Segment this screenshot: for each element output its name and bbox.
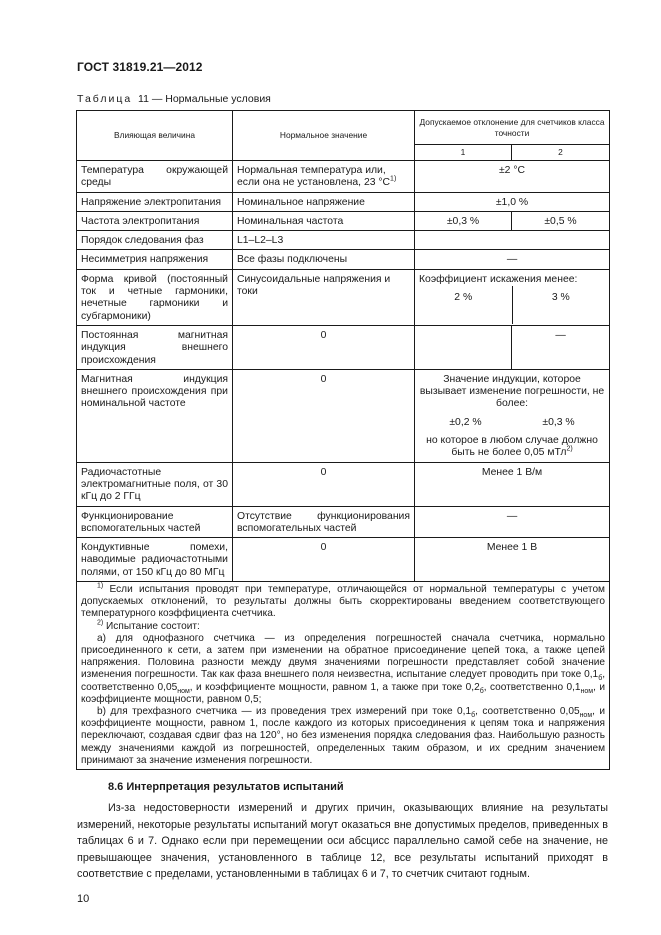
nominal-cell: Номинальное напряжение <box>233 192 415 211</box>
note-2a-part: , соответственно 0,05 <box>81 669 606 693</box>
col-header-class-2: 2 <box>512 145 610 161</box>
col-header-nominal: Нормальное значение <box>233 111 415 161</box>
table-row <box>77 192 610 211</box>
class-2-cell: — <box>512 325 610 369</box>
note-2b-part: b) для трехфазного счетчика — из проведения трех измерений при токе 0,1 <box>97 706 472 718</box>
class-1-value: ±0,2 % <box>449 416 482 428</box>
section-title: 8.6 Интерпретация результатов испытаний <box>108 781 344 793</box>
table-row <box>77 462 610 506</box>
tolerance-cell: — <box>415 250 610 269</box>
note-2a <box>81 633 605 706</box>
note-2a-part: , и коэффициенте мощности, равном 0,5; <box>81 681 606 705</box>
tolerance-cell: Менее 1 В <box>415 538 610 582</box>
table-row <box>77 231 610 250</box>
note-1 <box>81 584 605 621</box>
section-paragraph: Из-за недостоверности измерений и других причин, оказывающих влияние на результаты измерений, некоторые результаты испытаний могут оказаться вне допустимых пределов, приведенных в таблицах 6 и 7. Однако если при перемещении оси абсцисс параллельно самой себе на значение, не превышающее значения, установленного в таблице 12, все результаты испытаний приходят в соответствие с пределами, установленными в таблицах 6 и 7, то счетчик считают годным. <box>77 802 608 880</box>
nominal-cell: 0 <box>233 462 415 506</box>
table-notes <box>77 582 610 770</box>
class-1-cell: ±0,3 % <box>415 211 512 230</box>
table-row <box>77 161 610 193</box>
note-2a-part: a) для однофазного счетчика — из определения погрешностей сначала счетчика, нормально присоединенного к сети, а затем при изменении на обратное присоединение цепей тока, а также цепей напряжения. Половина разности между двумя значениями погрешности представляет собой значение изменения погрешности. Так как фаза внешнего поля неизвестна, испытание следует проводить при токе 0,1 <box>81 632 606 681</box>
table-caption-title: 11 — Нормальные условия <box>138 93 271 105</box>
nominal-cell: 0 <box>233 538 415 582</box>
class-1-value: 2 % <box>415 286 513 324</box>
table-caption-word: Таблица <box>77 93 133 105</box>
table-row <box>77 369 610 462</box>
class-1-cell <box>415 325 512 369</box>
table-row <box>77 211 610 230</box>
table-row <box>77 325 610 369</box>
class-2-value: ±0,3 % <box>542 416 575 428</box>
tolerance-cell: Менее 1 В/м <box>415 462 610 506</box>
factor-cell: Магнитная индукция внешнего происхождения при номинальной частоте <box>77 369 233 462</box>
note-1-mark: 1) <box>97 582 104 590</box>
nominal-cell: Синусоидальные напряжения и токи <box>233 269 415 325</box>
subscript: б <box>598 675 603 683</box>
table-caption <box>77 93 271 105</box>
note-2b-part: , и коэффициенте мощности, равном 1, после каждого из которых присоединения к цепям тока и напряжения переключают, создавая сдвиг фаз на 120°, но без изменения порядка следования фаз. Наибольшую разность между значениями каждой из погрешностей, определенных таким образом, и их средним значением принимают за значение изменения погрешности. <box>81 706 606 766</box>
class-split <box>419 411 605 435</box>
tolerance-cell <box>415 269 610 325</box>
tolerance-cell: ±2 °С <box>415 161 610 193</box>
nominal-cell: 0 <box>233 325 415 369</box>
class-2-value: 3 % <box>551 292 570 304</box>
factor-cell: Напряжение электропитания <box>77 192 233 211</box>
note-2b-part: , соответственно 0,05 <box>475 706 580 718</box>
class-split <box>419 286 605 324</box>
table-notes-row <box>77 582 610 770</box>
tolerance-tail <box>419 435 605 460</box>
col-header-tolerance: Допускаемое отклонение для счетчиков класса точности <box>415 111 610 145</box>
factor-cell: Постоянная магнитная индукция внешнего происхождения <box>77 325 233 369</box>
note-2 <box>81 621 605 633</box>
subscript: ном <box>579 712 593 720</box>
nominal-cell <box>233 161 415 193</box>
nominal-cell: Отсутствие функционирования вспомогательных частей <box>233 506 415 538</box>
col-header-factor: Влияющая величина <box>77 111 233 161</box>
table-row <box>77 538 610 582</box>
standard-header: ГОСТ 31819.21—2012 <box>77 60 203 74</box>
note-1-text: Если испытания проводят при температуре, отличающейся от нормальной температуры с учетом допускаемых отклонений, то результаты должны быть скорректированы введением соответствующего температурного коэффициента счетчика. <box>81 584 606 620</box>
normal-conditions-table <box>76 110 610 770</box>
note-2a-part: , соответственно 0,1 <box>483 681 581 693</box>
factor-cell: Несимметрия напряжения <box>77 250 233 269</box>
table-row <box>77 269 610 325</box>
factor-cell: Форма кривой (постоянный ток и четные гармоники, нечетные гармоники и субгармоники) <box>77 269 233 325</box>
nominal-cell: 0 <box>233 369 415 462</box>
subscript: б <box>471 712 476 720</box>
table-row <box>77 506 610 538</box>
tolerance-cell: — <box>415 506 610 538</box>
tolerance-cell: ±1,0 % <box>415 192 610 211</box>
tolerance-cell <box>415 231 610 250</box>
footnote-ref: 1) <box>390 175 397 183</box>
factor-cell: Порядок следования фаз <box>77 231 233 250</box>
note-2-text: Испытание состоит: <box>106 620 200 632</box>
factor-cell: Функционирование вспомогательных частей <box>77 506 233 538</box>
nominal-text: Нормальная температура или, если она не установлена, 23 °С <box>237 165 391 189</box>
nominal-cell: Все фазы подключены <box>233 250 415 269</box>
tolerance-tail-text: но которое в любом случае должно быть не более 0,05 мТл <box>426 435 598 459</box>
page-number: 10 <box>77 893 90 905</box>
factor-cell: Температура окружающей среды <box>77 161 233 193</box>
tolerance-text: Коэффициент искажения менее: <box>419 273 578 285</box>
note-2a-part: , и коэффициенте мощности, равном 1, а также при токе 0,2 <box>189 681 480 693</box>
note-2-mark: 2) <box>97 619 104 627</box>
subscript: ном <box>580 687 594 695</box>
class-2-cell: ±0,5 % <box>512 211 610 230</box>
factor-cell: Кондуктивные помехи, наводимые радиочастотными полями, от 150 кГц до 80 МГц <box>77 538 233 582</box>
factor-cell: Радиочастотные электромагнитные поля, от 30 кГц до 2 ГГц <box>77 462 233 506</box>
subscript: б <box>479 687 484 695</box>
table-header-row <box>77 111 610 145</box>
note-2b <box>81 706 605 767</box>
factor-cell: Частота электропитания <box>77 211 233 230</box>
subscript: ном <box>177 687 190 695</box>
nominal-cell: L1–L2–L3 <box>233 231 415 250</box>
tolerance-text: Значение индукции, которое вызывает изменение погрешности, не более: <box>419 373 605 410</box>
table-row <box>77 250 610 269</box>
nominal-cell: Номинальная частота <box>233 211 415 230</box>
col-header-class-1: 1 <box>415 145 512 161</box>
tolerance-cell <box>415 369 610 462</box>
footnote-ref: 2) <box>566 445 573 453</box>
